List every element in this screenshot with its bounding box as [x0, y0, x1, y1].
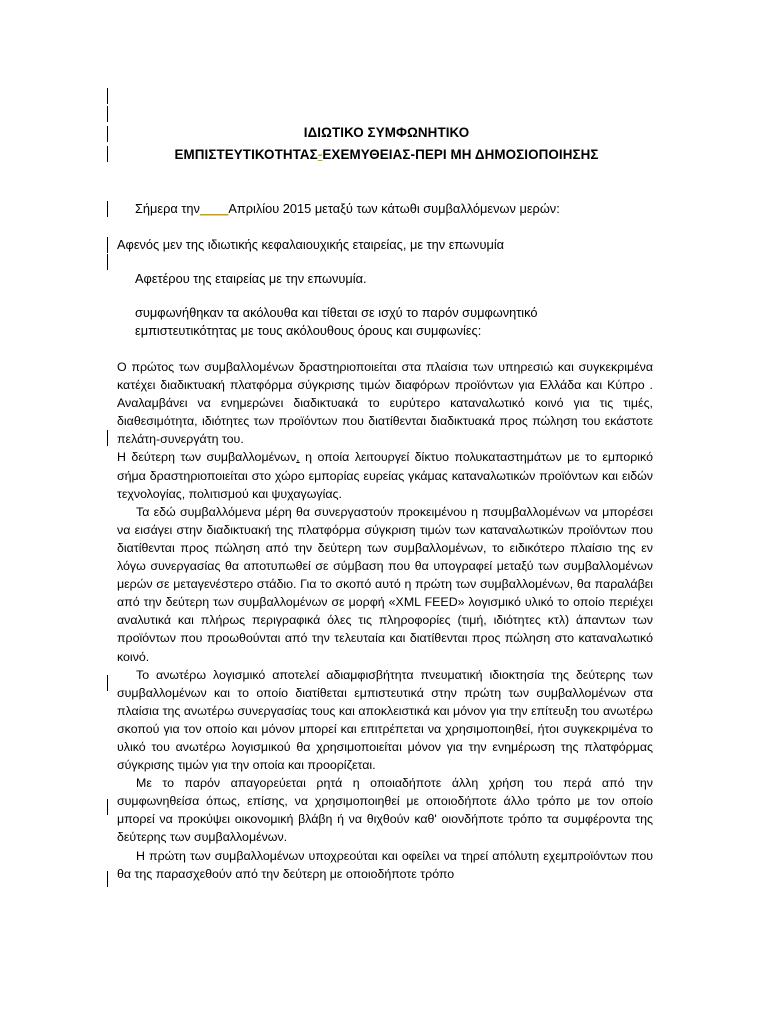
paragraph-prohibition: Με το παρόν απαγορεύεται ρητά η οποιαδήποτε άλλη χρήση του περά από την συμφωνηθείσα όπως, επίσης, να χρησιμοποιηθεί με οποιοδήποτε άλλο τρόπο με τον οποίο μπορεί να προκύψει οικονομική βλάβη ή να θιχθούν καθ' οιονδήποτε τρόπο τα συμφέροντα της δεύτερης των συμβαλλομένων.	[117, 776, 653, 845]
document-title-line1: ΙΔΙΩΤΙΚΟ ΣΥΜΦΩΝΗΤΙΚΟ	[303, 125, 470, 140]
date-blank: ____	[199, 201, 229, 216]
change-bar	[107, 430, 108, 446]
second-party-line: Αφετέρου της εταιρείας με την επωνυμία.	[135, 271, 367, 286]
change-bar	[107, 201, 108, 217]
paragraph-first-party: Ο πρώτος των συμβαλλομένων δραστηριοποιείται στα πλαίσια των υπηρεσιώ και συγκεκριμένα κατέχει διαδικτυακή πλατφόρμα σύγκρισης τιμών διαφόρων προϊόντων για Ελλάδα και Κύπρο . Αναλαμβάνει να ενημερώνει διαδικτυακά το ευρύτερο καταναλωτικό κοινό για τις τιμές, διαθεσιμότητα, ιδιότητες των προϊόντων που διατίθενται διαδικτυακά προς πώληση του εκάστοτε πελάτη-συνεργάτη του.	[117, 360, 653, 447]
change-bar	[107, 88, 108, 104]
title-part-confidentiality: ΕΜΠΙΣΤΕΥΤΙΚΟΤΗΤΑΣ	[174, 147, 318, 162]
first-party-line: Αφενός μεν της ιδιωτικής κεφαλαιουχικής εταιρείας, με την επωνυμία	[117, 237, 505, 252]
document-body	[117, 358, 653, 883]
change-bar	[107, 254, 108, 270]
paragraph-cooperation: Τα εδώ συμβαλλόμενα μέρη θα συνεργαστούν προκειμένου η πσυμβαλλομένων να μπορέσει να εισάγει στην διαδικτυακή της πλατφόρμα σύγκριση τιμών των καταναλωτικών προϊόντων που διατίθενται προς πώληση από την δεύτερη των συμβαλλομένων, το ειδικότερο πλαίσιο της εν λόγω συνεργασίας θα αποτυπωθεί σε σύμβαση που θα υπογραφεί μεταξύ των συμβαλλομένων μερών σε μεταγενέστερο στάδιο. Για το σκοπό αυτό η πρώτη των συμβαλλομένων, θα παραλάβει από την δεύτερη των συμβαλλομένων σε μορφή «XML FEED» λογισμικό υλικό το οποίο περιέχει αναλυτικά και πλήρως περιγραφικά όλες τις πληροφορίες (τιμή, ιδιότητες κτλ) άπαντων των προϊόντων που προωθούνται από την τελευταία και διατίθενται προς πώληση στο καταναλωτικό κοινό.	[117, 504, 653, 664]
paragraph-confidentiality-obligation: Η πρώτη των συμβαλλομένων υποχρεούται και οφείλει να τηρεί απόλυτη εχεμπροϊόντων που θα της παρασχεθούν από την δεύτερη με οποιοδήποτε τρόπο	[117, 848, 653, 881]
change-bar	[107, 799, 108, 815]
change-bar	[107, 871, 108, 887]
date-suffix: Απριλίου 2015 μεταξύ των κάτωθι συμβαλλόμενων μερών:	[228, 201, 560, 216]
agreement-line-2: εμπιστευτικότητας με τους ακόλουθους όρους και συμφωνίες:	[135, 323, 482, 338]
change-bar	[107, 675, 108, 691]
change-bar	[107, 106, 108, 122]
title-separator-mark: -	[317, 147, 323, 162]
second-party-rest: η οποία λειτουργεί δίκτυο πολυκαταστημάτων με το εμπορικό σήμα δραστηριοποιείται στο χώρο εμπορίας ευρείας γκάμας καταναλωτικών προϊόντων και ειδών τεχνολογίας, πολιτισμού και ψυχαγωγίας.	[117, 450, 653, 501]
paragraph-intellectual-property: Το ανωτέρω λογισμικό αποτελεί αδιαμφισβήτητα πνευματική ιδιοκτησία της δεύτερης των συμβαλλομένων και το οποίο διατίθεται εμπιστευτικά στην πρώτη των συμβαλλομένων στα πλαίσια της ανωτέρω συνεργασίας τους και αποκλειστικά και μόνον για την επίτευξη του ανωτέρω σκοπού για τον οποίο και μόνον μπορεί και επιτρέπεται να χρησιμοποιηθεί, ήτοι συγκεκριμένα το υλικό του ανωτέρω λογισμικού θα χρησιμοποιείται μόνον για την ενημέρωση της πλατφόρμας σύγκρισης τιμών για την οποία και προορίζεται.	[117, 667, 653, 773]
agreement-line-1: συμφωνήθηκαν τα ακόλουθα και τίθεται σε ισχύ το παρόν συμφωνητικό	[135, 305, 538, 320]
paragraph-second-party	[117, 448, 653, 502]
title-part-secrecy: ΕΧΕΜΥΘΕΙΑΣ-ΠΕΡΙ ΜΗ ΔΗΜΟΣΙΟΠΟΙΗΣΗΣ	[322, 147, 599, 162]
date-line	[135, 200, 671, 218]
date-prefix: Σήμερα την	[135, 201, 200, 216]
second-party-start: Η δεύτερη των συμβαλλομένων	[117, 450, 297, 465]
change-bar	[107, 237, 108, 253]
document-title-line2	[0, 147, 768, 162]
inserted-comma-mark: ,	[296, 450, 300, 465]
